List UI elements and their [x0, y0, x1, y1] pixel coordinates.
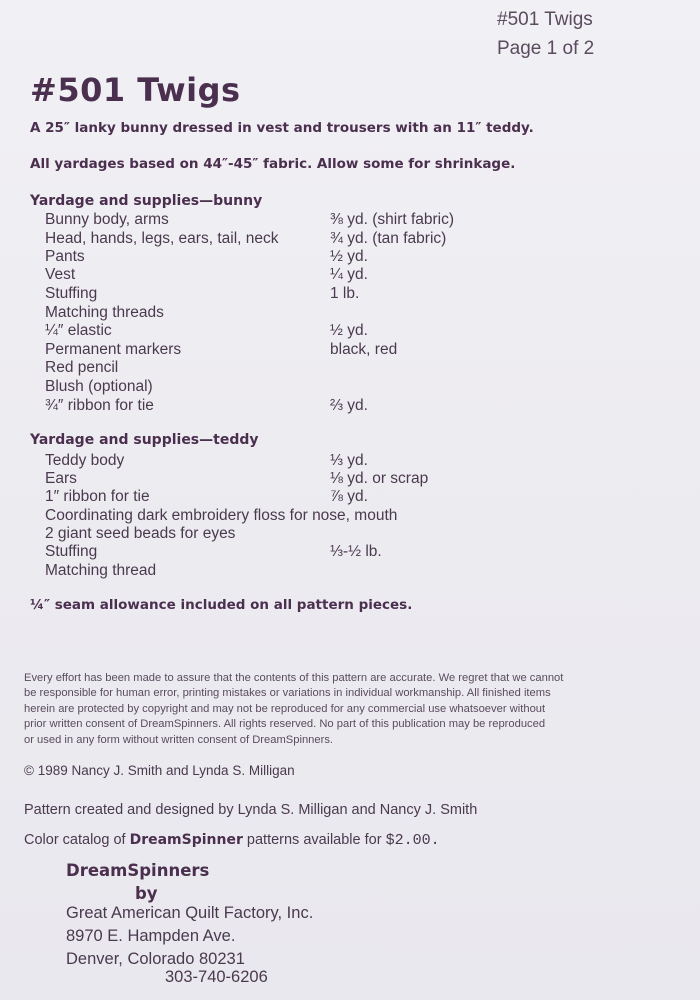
supply-row: [45, 397, 645, 415]
supply-row: [45, 378, 645, 396]
supply-qty: black, red: [330, 341, 398, 358]
publisher-by: by: [135, 884, 158, 903]
supply-name: Pants: [45, 248, 85, 265]
supply-name: Teddy body: [45, 452, 125, 469]
supply-name: Matching threads: [45, 304, 164, 321]
supply-qty: ½ yd.: [330, 248, 368, 265]
supply-name: Red pencil: [45, 359, 119, 376]
supply-row: [45, 322, 645, 340]
supply-row: [45, 266, 645, 284]
supply-qty: ¾ yd. (tan fabric): [330, 230, 447, 247]
publisher-street: 8970 E. Hampden Ave.: [66, 927, 236, 945]
supply-qty: ⅜ yd. (shirt fabric): [330, 211, 455, 228]
supply-row: [45, 543, 645, 561]
page-title: #501 Twigs: [30, 71, 241, 109]
supply-row: [45, 452, 645, 470]
supply-name: 1″ ribbon for tie: [45, 488, 150, 505]
publisher-company: Great American Quilt Factory, Inc.: [66, 904, 314, 922]
supply-row: [45, 488, 645, 506]
supply-name: Ears: [45, 470, 77, 487]
supply-name: Permanent markers: [45, 341, 182, 358]
catalog-price: $2.00.: [385, 832, 440, 849]
catalog-prefix: Color catalog of: [24, 832, 130, 848]
supply-row: [45, 525, 645, 543]
pattern-description: A 25″ lanky bunny dressed in vest and trousers with an 11″ teddy.: [30, 120, 534, 136]
disclaimer-paragraph: [24, 671, 684, 748]
publisher-city: Denver, Colorado 80231: [66, 950, 245, 968]
supply-name: ¼″ elastic: [45, 322, 112, 339]
supply-row: [45, 359, 645, 377]
supply-row: [45, 470, 645, 488]
supply-name: Matching thread: [45, 562, 157, 579]
publisher-phone: 303-740-6206: [165, 968, 268, 986]
supply-name: ¾″ ribbon for tie: [45, 397, 154, 414]
bunny-supplies-heading: Yardage and supplies—bunny: [30, 193, 263, 209]
supply-qty: ⅛ yd. or scrap: [330, 470, 429, 487]
supply-row: [45, 248, 645, 266]
supply-row: [45, 341, 645, 359]
disclaimer-line: prior written consent of DreamSpinners. All rights reserved. No part of this publication may be reproduced: [24, 718, 546, 731]
supply-row: [45, 211, 645, 229]
supply-row: [45, 230, 645, 248]
publisher-brand: DreamSpinners: [66, 861, 210, 880]
supply-qty: ½ yd.: [330, 322, 368, 339]
supply-row: [45, 285, 645, 303]
disclaimer-line: herein are protected by copyright and may not be reproduced for any commercial use whatsoever without: [24, 702, 546, 715]
disclaimer-line: be responsible for human error, printing mistakes or variations in individual workmanship. All finished items: [24, 687, 551, 700]
supply-row: [45, 304, 645, 322]
supply-qty: ⅓-½ lb.: [330, 543, 382, 560]
catalog-brand: DreamSpinner: [129, 832, 243, 848]
supply-qty: 1 lb.: [330, 285, 360, 302]
supply-name: Vest: [45, 266, 76, 283]
supply-name: Coordinating dark embroidery floss for nose, mouth: [45, 507, 398, 524]
supply-name: 2 giant seed beads for eyes: [45, 525, 236, 542]
supply-name: Blush (optional): [45, 378, 153, 395]
supply-row: [45, 507, 645, 525]
designer-credit: Pattern created and designed by Lynda S. Milligan and Nancy J. Smith: [24, 802, 478, 818]
page-indicator: Page 1 of 2: [497, 38, 595, 59]
copyright-notice: © 1989 Nancy J. Smith and Lynda S. Milligan: [24, 763, 295, 778]
disclaimer-line: or used in any form without written consent of DreamSpinners.: [24, 733, 334, 746]
teddy-supplies-heading: Yardage and supplies—teddy: [30, 432, 259, 448]
supply-qty: ⅓ yd.: [330, 452, 368, 469]
supply-qty: ¼ yd.: [330, 266, 368, 283]
supply-name: Stuffing: [45, 543, 98, 560]
supply-name: Head, hands, legs, ears, tail, neck: [45, 230, 279, 247]
catalog-suffix: patterns available for: [242, 832, 386, 848]
catalog-offer: [24, 833, 440, 848]
supply-row: [45, 562, 645, 580]
fabric-note: All yardages based on 44″-45″ fabric. Allow some for shrinkage.: [30, 156, 516, 172]
supply-name: Bunny body, arms: [45, 211, 169, 228]
pattern-number-label: #501 Twigs: [497, 9, 593, 30]
supply-qty: ⅞ yd.: [330, 488, 368, 505]
supply-qty: ⅔ yd.: [330, 397, 368, 414]
disclaimer-line: Every effort has been made to assure that the contents of this pattern are accurate. We regret that we cannot: [24, 672, 564, 684]
seam-allowance-note: ¼″ seam allowance included on all pattern pieces.: [30, 597, 413, 613]
supply-name: Stuffing: [45, 285, 98, 302]
